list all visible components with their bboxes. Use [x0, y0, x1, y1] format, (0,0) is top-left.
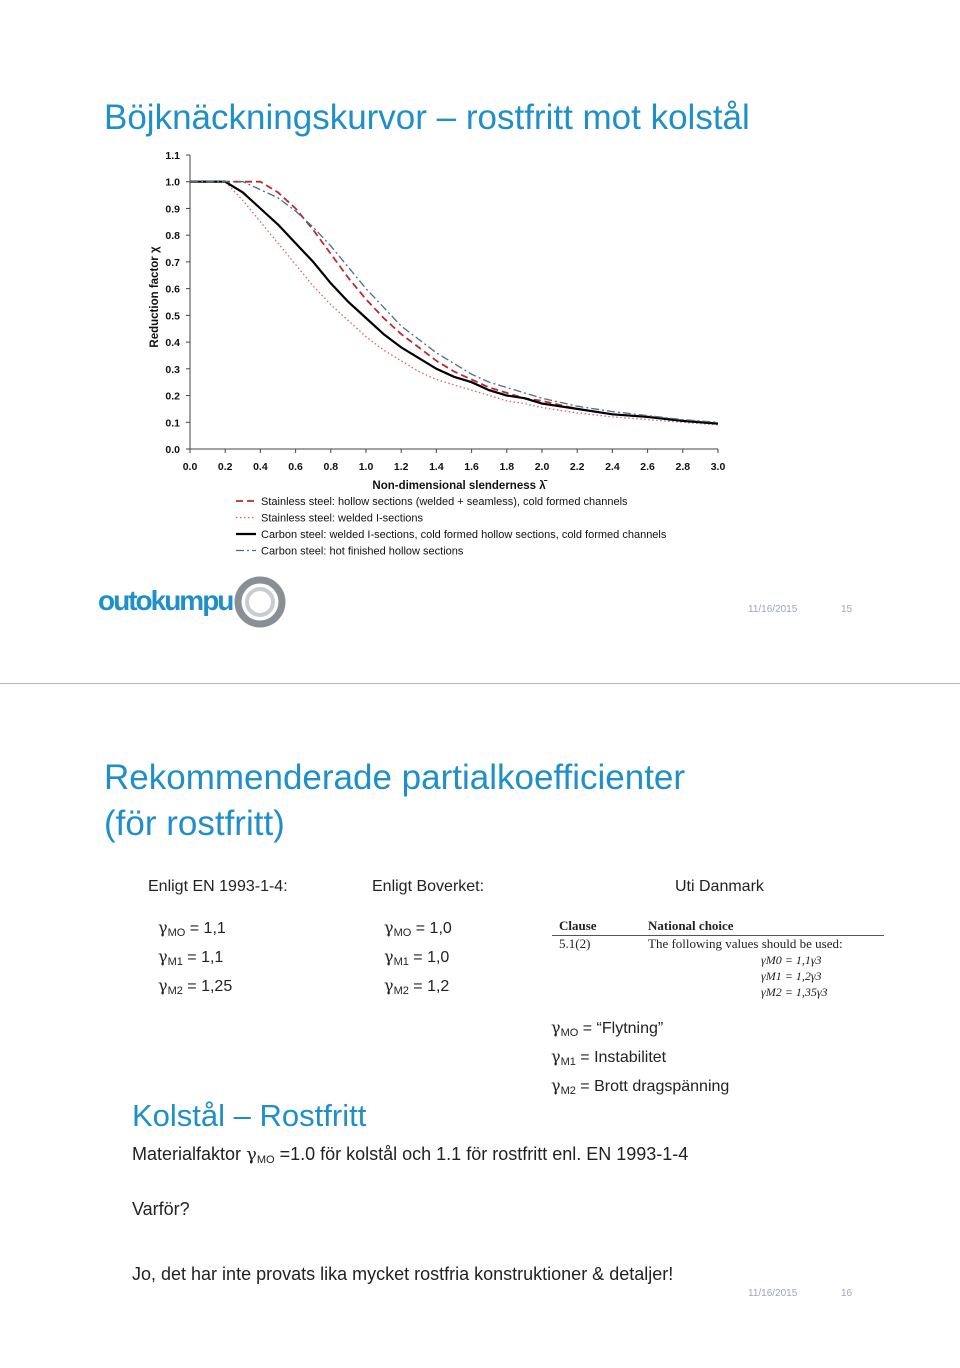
- x-tick-label: 0.2: [217, 461, 233, 473]
- col-en-header: Enligt EN 1993-1-4:: [148, 878, 288, 895]
- x-tick-label: 2.6: [640, 461, 655, 473]
- clause-value: 5.1(2): [559, 936, 591, 951]
- danish-value: γM1 = 1,2γ3: [761, 969, 822, 983]
- definition-row: $\gamma_{MO}$ = “Flytning”: [551, 1018, 664, 1039]
- y-tick-label: 0.1: [165, 417, 180, 430]
- gamma-definitions: [551, 1016, 729, 1103]
- y-axis-label: Reduction factor χ: [149, 246, 161, 348]
- y-tick-label: 1.1: [165, 150, 180, 162]
- col-danmark-header: Uti Danmark: [675, 878, 764, 895]
- y-tick-label: 0.0: [165, 444, 180, 456]
- definition-row: $\gamma_{M2}$ = Brott dragspänning: [551, 1076, 730, 1097]
- gamma-row: $\gamma_{M1} = 1,0$: [384, 947, 450, 968]
- y-tick-label: 0.8: [165, 230, 180, 243]
- x-tick-label: 1.2: [393, 461, 409, 473]
- x-tick-label: 0.8: [323, 461, 339, 473]
- material-factor-line: Materialfaktor $\gamma_{MO} =1.0$ för kolstål och 1.1 för rostfritt enl. EN 1993-1-4: [132, 1144, 689, 1166]
- question-text: Varför?: [132, 1199, 190, 1219]
- x-tick-label: 2.4: [605, 461, 620, 473]
- gamma-row: $\gamma_{M2} = 1,25$: [158, 976, 233, 997]
- col-boverket-values: [384, 916, 452, 1003]
- x-tick-label: 2.2: [569, 461, 585, 473]
- slide-title-line2: (för rostfritt): [104, 804, 285, 843]
- y-tick-label: 0.6: [165, 283, 180, 296]
- y-tick-label: 0.7: [165, 256, 180, 269]
- slide-15: [0, 0, 960, 680]
- slide-title-line1: Rekommenderade partialkoefficienter: [104, 758, 686, 797]
- x-tick-label: 0.4: [253, 461, 268, 473]
- danish-values: [761, 952, 828, 1000]
- y-tick-label: 0.9: [165, 203, 180, 216]
- legend-label: Stainless steel: hollow sections (welded + seamless), cold formed channels: [261, 496, 628, 508]
- y-tick-label: 1.0: [165, 176, 180, 189]
- answer-text: Jo, det har inte provats lika mycket rostfria konstruktioner & detaljer!: [132, 1264, 674, 1284]
- y-tick-label: 0.5: [165, 310, 180, 323]
- y-tick-label: 0.2: [165, 390, 180, 403]
- legend-label: Carbon steel: welded I-sections, cold formed hollow sections, cold formed channels: [261, 529, 667, 541]
- legend-label: Carbon steel: hot finished hollow sections: [261, 545, 464, 558]
- col-en-values: [158, 916, 232, 1003]
- slide-number: 16: [841, 1288, 853, 1299]
- outokumpu-logo-icon: [234, 576, 286, 628]
- col-boverket-header: Enligt Boverket:: [372, 878, 485, 895]
- x-tick-label: 1.6: [464, 461, 479, 473]
- series-line-2: [190, 182, 718, 425]
- x-tick-label: 0.0: [182, 461, 198, 473]
- series-line-3: [190, 182, 718, 424]
- x-tick-label: 3.0: [710, 461, 726, 473]
- slide-16: [0, 683, 960, 1368]
- choice-text: The following values should be used:: [648, 936, 843, 951]
- x-tick-label: 2.8: [675, 461, 691, 473]
- x-axis-label: Non-dimensional slenderness λ̄: [372, 480, 546, 492]
- section-heading: Kolstål – Rostfritt: [132, 1098, 367, 1133]
- choice-header: National choice: [648, 918, 734, 933]
- danish-value: γM2 = 1,35γ3: [761, 985, 828, 999]
- buckling-curves-chart: [0, 0, 960, 580]
- x-tick-label: 1.8: [499, 461, 515, 473]
- slide-date: 11/16/2015: [748, 604, 798, 615]
- gamma-row: $\gamma_{MO} = 1,1$: [158, 918, 226, 939]
- clause-header: Clause: [559, 918, 597, 933]
- gamma-row: $\gamma_{MO} = 1,0$: [384, 918, 452, 939]
- danish-value: γM0 = 1,1γ3: [761, 953, 822, 967]
- outokumpu-logo-text: outokumpu: [98, 585, 233, 616]
- x-tick-label: 1.4: [429, 461, 444, 473]
- slide-title: Böjknäckningskurvor – rostfritt mot kolstål: [104, 98, 750, 137]
- x-tick-label: 0.6: [288, 461, 303, 473]
- danish-national-choice-table: [552, 918, 884, 1006]
- slide-date: 11/16/2015: [748, 1288, 798, 1299]
- legend-label: Stainless steel: welded I-sections: [261, 512, 424, 525]
- y-tick-label: 0.3: [165, 363, 180, 376]
- x-tick-label: 1.0: [358, 461, 374, 473]
- x-tick-label: 2.0: [534, 461, 550, 473]
- gamma-row: $\gamma_{M2} = 1,2$: [384, 976, 450, 997]
- definition-row: $\gamma_{M1}$ = Instabilitet: [551, 1047, 667, 1068]
- slide-number: 15: [841, 604, 853, 615]
- gamma-row: $\gamma_{M1} = 1,1$: [158, 947, 224, 968]
- y-tick-label: 0.4: [165, 337, 180, 350]
